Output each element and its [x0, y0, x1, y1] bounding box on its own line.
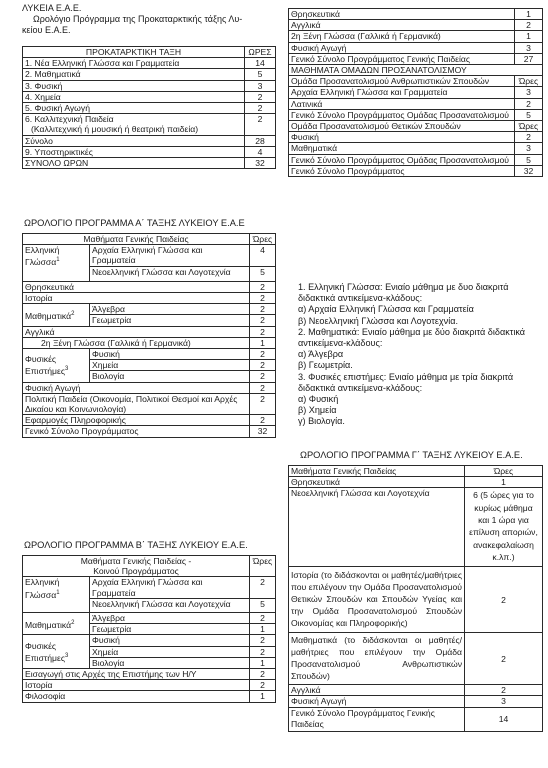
table-header [289, 466, 543, 477]
hours-cell: 1 [515, 9, 543, 20]
hours-cell: 28 [245, 135, 276, 146]
subject-cell: Γεωμετρία [90, 624, 250, 635]
footnote-item: α) Άλγεβρα [298, 349, 344, 360]
footnote-item: β) Χημεία [298, 405, 337, 416]
subject-cell: Αρχαία Ελληνική Γλώσσα και Γραμματεία [90, 245, 250, 266]
group-cell [23, 245, 90, 282]
section-title: ΜΑΘΗΜΑΤΑ ΟΜΑΔΩΝ ΠΡΟΣΑΝΑΤΟΛΙΣΜΟΥ [289, 65, 543, 76]
table-row [289, 633, 543, 685]
subject-cell: Θρησκευτικά [289, 477, 465, 488]
hours-cell: 2 [465, 567, 543, 633]
hours-cell: 2 [250, 304, 276, 315]
table-row [289, 9, 543, 20]
subject-cell: 2η Ξένη Γλώσσα (Γαλλικά ή Γερμανικά) [289, 31, 515, 42]
subject-cell: Φιλοσοφία [23, 691, 250, 702]
table-row [23, 114, 276, 135]
hours-cell: 2 [250, 613, 276, 624]
hours-cell: 32 [245, 158, 276, 169]
header-line-2b: κείου Ε.Α.Ε. [22, 25, 71, 35]
column-header: Μαθήματα Γενικής Παιδείας [23, 234, 250, 245]
hours-cell: 3 [245, 80, 276, 91]
table-row [23, 304, 276, 315]
subject-label: 6. Καλλιτεχνική Παιδεία [25, 114, 114, 125]
subject-cell: Λατινικά [289, 98, 515, 109]
footnote-mark: 1 [56, 589, 60, 596]
header-line-2a: Ωρολόγιο Πρόγραμμα της Προκαταρκτικής τάξης Λυ- [33, 14, 243, 24]
column-header: Ώρες [250, 556, 276, 577]
footnote-mark: 1 [56, 257, 60, 264]
hours-cell: 4 [250, 245, 276, 266]
table-row [289, 567, 543, 633]
header-line: Κοινού Προγράμματος [93, 566, 179, 577]
table-row [23, 680, 276, 691]
table-row [23, 426, 276, 437]
table-row [23, 103, 276, 114]
hours-cell: 14 [245, 58, 276, 69]
hours-cell: 2 [250, 646, 276, 657]
table-row [23, 415, 276, 426]
table-row [289, 685, 543, 696]
column-header: ΠΡΟΚΑΤΑΡΚΤΙΚΗ ΤΑΞΗ [23, 47, 245, 58]
table-header [289, 121, 543, 132]
table-row [289, 707, 543, 731]
hours-cell: 5 [515, 154, 543, 165]
footnote-mark: 3 [64, 366, 69, 373]
hours-cell: 2 [250, 281, 276, 292]
hours-cell: 2 [250, 382, 276, 393]
group-label: Ελληνική Γλώσσα [25, 245, 60, 268]
column-header: Ώρες [515, 121, 543, 132]
hours-cell: 2 [515, 132, 543, 143]
subject-cell: Άλγεβρα [90, 613, 250, 624]
subject-cell: ΣΥΝΟΛΟ ΩΡΩΝ [23, 158, 245, 169]
subject-cell: Αγγλικά [289, 685, 465, 696]
table-row [23, 158, 276, 169]
subject-cell: Φυσική [289, 132, 515, 143]
footnote-mark: 3 [64, 652, 69, 659]
hours-cell: 2 [250, 680, 276, 691]
hours-cell: 2 [250, 360, 276, 371]
hours-cell: 2 [250, 326, 276, 337]
subject-cell: Γεωμετρία [90, 315, 250, 326]
hours-cell: 2 [250, 315, 276, 326]
hours-cell: 1 [250, 337, 276, 348]
table-row [289, 488, 543, 567]
group-label: Φυσικές Επιστήμες [25, 354, 65, 377]
hours-cell: 6 (5 ώρες για το κυρίως μάθημα και 1 ώρα για επίλυση αποριών, ανακεφαλαίωση κ.λπ.) [465, 488, 543, 567]
table-row [23, 691, 276, 702]
table-row [23, 337, 276, 348]
group-label: Μαθηματικά [25, 310, 72, 321]
table-row [289, 109, 543, 120]
subject-cell: Ιστορία [23, 680, 250, 691]
table-row [289, 165, 543, 176]
hours-cell: 3 [515, 42, 543, 53]
table-row [23, 146, 276, 157]
hours-cell: 3 [515, 143, 543, 154]
hours-cell: 1 [515, 31, 543, 42]
column-header: Ώρες [465, 466, 543, 477]
table-row [23, 577, 276, 598]
table-row [289, 87, 543, 98]
subject-cell: Αγγλικά [23, 326, 250, 337]
prep-table [22, 46, 276, 169]
hours-cell: 1 [250, 691, 276, 702]
subject-cell: Φυσική Αγωγή [23, 382, 250, 393]
footnote-mark: 2 [71, 619, 75, 626]
table-row [289, 98, 543, 109]
grade-a-title: ΩΡΟΛΟΓΙΟ ΠΡΟΓΡΑΜΜΑ Α΄ ΤΑΞΗΣ ΛΥΚΕΙΟΥ Ε.Α.Ε [24, 218, 245, 228]
hours-cell: 27 [515, 53, 543, 64]
subject-cell: Φυσική [90, 349, 250, 360]
subject-cell: Φυσική [90, 635, 250, 646]
group-header: Ομάδα Προσανατολισμού Θετικών Σπουδών [289, 121, 515, 132]
column-header: Ώρες [250, 234, 276, 245]
subject-cell [23, 114, 245, 135]
subject-cell: Γενικό Σύνολο Προγράμματος Ομάδας Προσανατολισμού [289, 154, 515, 165]
table-header [23, 556, 276, 577]
footnote-mark: 2 [71, 310, 75, 317]
group-cell [23, 613, 90, 635]
subject-cell: 5. Φυσική Αγωγή [23, 103, 245, 114]
subject-cell: 4. Χημεία [23, 91, 245, 102]
group-cell [23, 304, 90, 326]
hours-cell: 2 [250, 393, 276, 414]
subject-cell: Γενικό Σύνολο Προγράμματος Ομάδας Προσανατολισμού [289, 109, 515, 120]
hours-cell: 2 [250, 349, 276, 360]
footnote-item: β) Νεοελληνική Γλώσσα και Λογοτεχνία. [298, 315, 459, 326]
subject-cell: Άλγεβρα [90, 304, 250, 315]
subject-cell: Σύνολο [23, 135, 245, 146]
footnote: 1. Ελληνική Γλώσσα: Ενιαίο μάθημα με δυο διακριτά διδακτικά αντικείμενα-κλάδους: [298, 282, 509, 304]
table-row [23, 245, 276, 266]
subject-cell: Βιολογία [90, 657, 250, 668]
subject-cell: Πολιτική Παιδεία (Οικονομία, Πολιτικοί Θεσμοί και Αρχές Δικαίου και Κοινωνιολογία) [23, 393, 250, 414]
table-row [23, 613, 276, 624]
table-row [23, 635, 276, 646]
group-label: Φυσικές Επιστήμες [25, 640, 65, 663]
column-header [23, 556, 250, 577]
grade-a-table [22, 233, 276, 438]
table-header [23, 47, 276, 58]
table-row [289, 53, 543, 64]
subject-cell: Νεοελληνική Γλώσσα και Λογοτεχνία [90, 266, 250, 281]
subject-cell: 2. Μαθηματικά [23, 69, 245, 80]
group-cell [23, 635, 90, 669]
hours-cell: 2 [245, 91, 276, 102]
group-header: Ομάδα Προσανατολισμού Ανθρωπιστικών Σπουδών [289, 76, 515, 87]
table-row [289, 477, 543, 488]
subject-cell: Γενικό Σύνολο Προγράμματος [23, 426, 250, 437]
subject-cell: 9. Υποστηρικτικές [23, 146, 245, 157]
hours-cell: 2 [250, 293, 276, 304]
subject-cell: Μαθηματικά [289, 143, 515, 154]
hours-cell: 1 [465, 477, 543, 488]
hours-cell: 2 [515, 20, 543, 31]
footnote: 2. Μαθηματικά: Ενιαίο μάθημα με δύο διακριτά διδακτικά αντικείμενα-κλάδους: [298, 326, 526, 349]
subject-note: (Καλλιτεχνική ή μουσική ή θεατρική παιδεία) [31, 124, 199, 135]
hours-cell: 2 [465, 633, 543, 685]
subject-cell: Νεοελληνική Γλώσσα και Λογοτεχνία [90, 598, 250, 612]
table-row [23, 91, 276, 102]
table-row [23, 58, 276, 69]
subject-cell: Θρησκευτικά [23, 281, 250, 292]
table-row [23, 80, 276, 91]
table-row [289, 42, 543, 53]
table-row [289, 696, 543, 707]
hours-cell: 14 [465, 707, 543, 731]
hours-cell: 3 [515, 87, 543, 98]
subject-cell: Χημεία [90, 360, 250, 371]
subject-cell: Μαθηματικά (το διδάσκονται οι μαθητές/μαθήτριες που επιλέγουν την Ομάδα Προσανατολισμού Ανθρωπιστικών Σπουδών) [289, 633, 465, 685]
subject-cell: Γενικό Σύνολο Προγράμματος Γενικής Παιδείας [289, 53, 515, 64]
subject-cell: Αγγλικά [289, 20, 515, 31]
group-cell [23, 577, 90, 613]
table-row [23, 293, 276, 304]
footnote-item: α) Φυσική [298, 394, 339, 405]
group-label: Ελληνική Γλώσσα [25, 577, 60, 600]
hours-cell: 3 [465, 696, 543, 707]
hours-cell: 2 [245, 114, 276, 135]
subject-cell: Εισαγωγή στις Αρχές της Επιστήμης των Η/Υ [23, 669, 250, 680]
hours-cell: 2 [465, 685, 543, 696]
footnotes [288, 282, 543, 428]
subject-cell: Αρχαία Ελληνική Γλώσσα και Γραμματεία [289, 87, 515, 98]
column-header: Μαθήματα Γενικής Παιδείας [289, 466, 465, 477]
header-line-1: ΛΥΚΕΙΑ Ε.Α.Ε. [22, 3, 82, 13]
hours-cell: 2 [515, 98, 543, 109]
group-label: Μαθηματικά [25, 619, 72, 630]
hours-cell: 5 [250, 266, 276, 281]
grade-b-continuation-table [288, 8, 543, 177]
column-header: Ώρες [515, 76, 543, 87]
hours-cell: 2 [250, 635, 276, 646]
table-row [23, 382, 276, 393]
subject-cell: Φυσική Αγωγή [289, 42, 515, 53]
grade-c-table [288, 465, 543, 732]
table-row [289, 143, 543, 154]
table-header [289, 76, 543, 87]
footnote-item: γ) Βιολογία. [298, 416, 345, 427]
section-row [289, 65, 543, 76]
table-row [23, 393, 276, 414]
hours-cell: 2 [245, 103, 276, 114]
hours-cell: 32 [250, 426, 276, 437]
subject-cell: Γενικό Σύνολο Προγράμματος [289, 165, 515, 176]
subject-cell: Ιστορία (το διδάσκονται οι μαθητές/μαθήτριες που επιλέγουν την Ομάδα Προσανατολισμού Θετικών Σπουδών και Σπουδών Υγείας και την Ομάδα Προσανατολισμού Σπουδών Οικονομίας και Πληροφορικής) [289, 567, 465, 633]
hours-cell: 32 [515, 165, 543, 176]
column-header: ΩΡΕΣ [245, 47, 276, 58]
table-row [23, 349, 276, 360]
subject-cell: Ιστορία [23, 293, 250, 304]
hours-cell: 2 [250, 669, 276, 680]
hours-cell: 5 [515, 109, 543, 120]
subject-cell: 2η Ξένη Γλώσσα (Γαλλικά ή Γερμανικά) [23, 337, 250, 348]
table-row [23, 669, 276, 680]
grade-c-title: ΩΡΟΛΟΓΙΟ ΠΡΟΓΡΑΜΜΑ Γ΄ ΤΑΞΗΣ ΛΥΚΕΙΟΥ Ε.Α.Ε. [300, 450, 523, 460]
table-row [289, 31, 543, 42]
header-line: Μαθήματα Γενικής Παιδείας - [80, 556, 192, 566]
table-row [23, 135, 276, 146]
grade-b-title: ΩΡΟΛΟΓΙΟ ΠΡΟΓΡΑΜΜΑ Β΄ ΤΑΞΗΣ ΛΥΚΕΙΟΥ Ε.Α.Ε. [24, 540, 248, 550]
hours-cell: 2 [250, 577, 276, 598]
table-row [289, 20, 543, 31]
subject-cell: Φυσική Αγωγή [289, 696, 465, 707]
footnote: 3. Φυσικές επιστήμες: Ενιαίο μάθημα με τρία διακριτά διδακτικά αντικείμενα-κλάδους: [298, 371, 514, 393]
subject-cell: Χημεία [90, 646, 250, 657]
table-row [289, 154, 543, 165]
table-row [289, 132, 543, 143]
hours-cell: 1 [250, 657, 276, 668]
table-row [23, 281, 276, 292]
subject-cell: Νεοελληνική Γλώσσα και Λογοτεχνία [289, 488, 465, 567]
subject-cell: Εφαρμογές Πληροφορικής [23, 415, 250, 426]
subject-cell: 3. Φυσική [23, 80, 245, 91]
page-header [22, 3, 276, 36]
subject-cell: 1. Νέα Ελληνική Γλώσσα και Γραμματεία [23, 58, 245, 69]
hours-cell: 5 [250, 598, 276, 612]
footnote-item: β) Γεωμετρία. [298, 360, 353, 371]
footnote-item: α) Αρχαία Ελληνική Γλώσσα και Γραμματεία [298, 304, 474, 315]
group-cell [23, 349, 90, 383]
hours-cell: 4 [245, 146, 276, 157]
subject-cell: Αρχαία Ελληνική Γλώσσα και Γραμματεία [90, 577, 250, 598]
subject-cell: Θρησκευτικά [289, 9, 515, 20]
table-row [23, 326, 276, 337]
table-header [23, 234, 276, 245]
hours-cell: 2 [250, 415, 276, 426]
hours-cell: 2 [250, 371, 276, 382]
subject-cell: Βιολογία [90, 371, 250, 382]
subject-cell: Γενικό Σύνολο Προγράμματος Γενικής Παιδείας [289, 707, 465, 731]
hours-cell: 5 [245, 69, 276, 80]
table-row [23, 69, 276, 80]
hours-cell: 1 [250, 624, 276, 635]
grade-b-table [22, 555, 276, 703]
